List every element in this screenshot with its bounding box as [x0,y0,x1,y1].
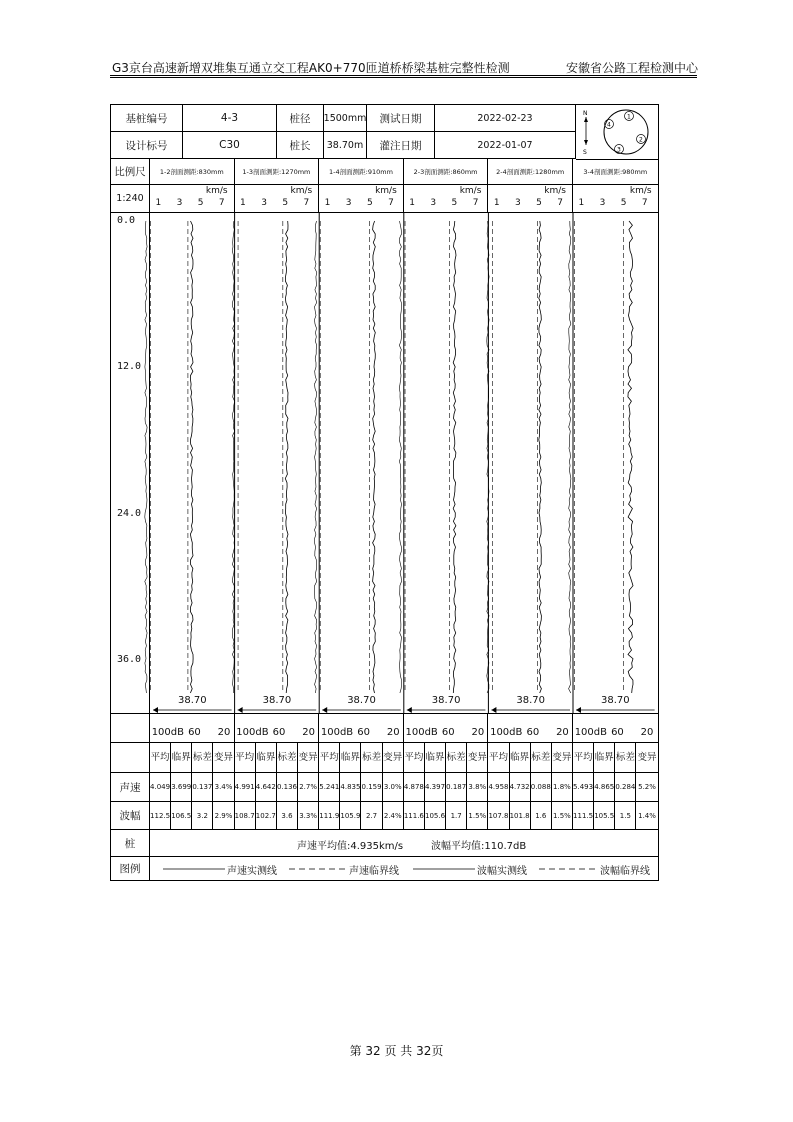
sonic-profile-chart [111,213,658,713]
velocity-tick-label: 3 [430,198,437,208]
amplitude-stat-value: 3.2 [192,802,213,829]
stat-header: 标差 [192,743,213,772]
profile-title-3: 1-4剖面测距:910mm [319,159,404,184]
amplitude-measured-line [145,221,147,693]
profile-title-row [111,159,658,185]
velocity-tick-label: 1 [155,198,162,208]
velocity-stat-value: 4.049 [150,773,171,801]
velocity-stat-value: 0.137 [192,773,213,801]
velocity-tick-label: 3 [176,198,183,208]
tube-4: 4 [607,121,611,129]
end-depth-label-2: 38.70 [262,695,292,706]
velocity-stat-value: 0.284 [615,773,636,801]
stat-header: 标差 [446,743,467,772]
velocity-tick-label: 3 [515,198,521,208]
amplitude-stat-value: 3.3% [298,802,319,829]
velocity-stat-value: 3.699 [171,773,192,801]
legend-velocity-critical: 声速临界线 [349,866,399,877]
header-rule-thin [110,77,697,78]
amplitude-stat-value: 2.4% [383,802,404,829]
velocity-unit-label: km/s [629,186,652,196]
velocity-stat-value: 1.8% [552,773,573,801]
compass-s: S [583,149,587,156]
amplitude-tick-label: 60 [188,727,201,738]
stat-header: 变异 [637,752,657,763]
amplitude-tick-label: 100dB [236,727,269,738]
velocity-stat-value: 5.2% [638,783,656,791]
velocity-tick-label: 1 [409,198,415,208]
legend-amplitude-critical: 波幅临界线 [600,866,650,877]
depth-label: 36.0 [117,654,142,666]
velocity-tick-label: 1 [578,198,585,208]
end-depth-label-6: 38.70 [601,695,630,706]
tube-layout-diagram [576,105,658,160]
amplitude-tick-label: 60 [611,727,624,738]
profile-title-1: 1-2剖面测距:830mm [150,159,235,184]
amplitude-stat-value: 1.6 [531,802,552,829]
velocity-stat-value: 0.088 [531,773,552,801]
velocity-stat-value: 3.4% [213,773,234,801]
chart-area [111,213,658,714]
velocity-tick-label: 3 [599,198,606,208]
amplitude-stat-value: 2.9% [213,802,234,829]
velocity-measured-line [190,221,193,693]
amplitude-axis-2 [235,713,320,742]
amplitude-tick-label: 60 [272,727,286,738]
amplitude-row-label: 波幅 [111,802,150,829]
scale-value: 1:240 [111,185,150,212]
amplitude-stat-value: 102.7 [256,802,277,829]
velocity-unit-label: km/s [375,186,397,196]
amplitude-measured-line [569,221,571,693]
velocity-stat-value: 3.8% [467,773,488,801]
velocity-stat-value: 4.865 [594,773,615,801]
scale-label: 比例尺 [111,159,150,184]
amplitude-measured-line [315,221,317,693]
pile-summary-row [111,830,658,857]
diameter-value: 1500mm [324,105,367,131]
end-depth-label-1: 38.70 [178,695,207,706]
velocity-tick-label: 5 [197,198,204,208]
depth-label: 24.0 [117,507,142,519]
amplitude-stat-value: 111.6 [404,802,425,829]
velocity-row-label: 声速 [111,773,150,801]
velocity-stat-value: 0.187 [446,773,467,801]
velocity-unit-label: km/s [459,186,482,196]
stat-header: 临界 [340,743,361,772]
amplitude-tick-label: 20 [471,727,485,738]
legend-row-label: 图例 [111,857,150,880]
stat-header: 临界 [425,743,446,772]
amplitude-stat-value: 1.5% [467,802,488,829]
amplitude-tick-label: 20 [217,727,231,738]
velocity-tick-label: 7 [303,198,310,208]
velocity-stat-value: 0.159 [362,773,383,801]
depth-label: 0.0 [117,215,136,226]
velocity-stat-value: 4.878 [404,773,425,801]
test-report-sheet [110,104,659,881]
velocity-measured-line [285,221,288,693]
velocity-stat-value: 4.642 [256,773,277,801]
stat-header: 标差 [531,743,552,772]
pile-row-label: 桩 [111,830,150,856]
velocity-stat-value: 2.7% [298,773,319,801]
amplitude-stat-value: 1.4% [638,812,656,820]
amplitude-tick-label: 100dB [405,727,438,738]
legend-velocity-measured: 声速实测线 [227,866,277,877]
velocity-stat-value: 4.958 [488,773,509,801]
amplitude-tick-label: 100dB [151,727,184,738]
length-value: 38.70m [324,132,367,158]
velocity-stat-value: 4.991 [235,773,256,801]
velocity-tick-label: 1 [240,198,246,208]
velocity-unit-label: km/s [290,186,313,196]
amplitude-axis-4 [404,713,489,742]
velocity-tick-label: 1 [324,198,331,208]
velocity-tick-label: 5 [620,198,627,208]
stat-header: 平均 [235,743,256,772]
header-rule [110,75,697,76]
velocity-measured-line [539,221,542,693]
velocity-axis-3 [319,185,404,212]
velocity-stat-value: 4.835 [340,773,361,801]
pour-date-value: 2022-01-07 [435,132,576,158]
legend-amplitude-measured: 波幅实测线 [477,866,527,877]
stat-header: 临界 [594,743,615,772]
amplitude-axis-row [111,713,658,743]
velocity-tick-label: 1 [493,198,500,208]
velocity-tick-label: 7 [218,198,225,208]
pour-date-label: 灌注日期 [367,132,435,158]
amplitude-tick-label: 100dB [574,727,607,738]
velocity-stat-value: 4.397 [425,773,446,801]
info-row-1 [111,105,576,132]
velocity-stat-value: 3.0% [383,773,404,801]
amplitude-tick-label: 100dB [490,727,523,738]
info-row-2 [111,132,576,159]
design-value: C30 [183,132,277,158]
tube-2: 2 [639,136,643,144]
velocity-measured-line [628,221,633,693]
stat-header: 变异 [383,743,404,772]
diameter-label: 桩径 [277,105,324,131]
velocity-tick-label: 7 [472,198,479,208]
stat-header: 平均 [319,743,340,772]
velocity-axis-row [111,185,658,213]
test-date-label: 测试日期 [367,105,435,131]
velocity-unit-label: km/s [205,186,228,196]
report-title: G3京台高速新增双堆集互通立交工程AK0+770匝道桥桥梁基桩完整性检测 [112,61,510,75]
amplitude-stat-value: 111.9 [319,802,340,829]
stat-header: 标差 [362,743,383,772]
amplitude-stat-value: 3.6 [277,802,298,829]
amplitude-stat-value: 1.5 [615,802,636,829]
stat-header: 标差 [615,743,636,772]
amplitude-stat-value: 107.8 [488,802,509,829]
amplitude-stat-value: 105.6 [425,802,446,829]
velocity-axis-6 [573,185,658,212]
profile-title-2: 1-3剖面测距:1270mm [235,159,320,184]
end-depth-label-4: 38.70 [431,695,461,706]
amplitude-stat-value: 105.9 [340,802,361,829]
velocity-axis-1 [150,185,235,212]
velocity-stat-value: 5.493 [573,773,594,801]
depth-label: 12.0 [117,361,142,373]
velocity-axis-2 [235,185,320,212]
amplitude-tick-label: 100dB [320,727,354,738]
amplitude-stat-value: 1.5% [552,802,573,829]
velocity-stat-value: 0.136 [277,773,298,801]
legend-row [111,857,658,880]
design-label: 设计标号 [111,132,183,158]
amplitude-stats-row [111,802,658,830]
stat-header: 临界 [171,743,192,772]
profile-title-6: 3-4剖面测距:980mm [583,168,648,176]
stat-header: 临界 [510,743,531,772]
amplitude-axis-5 [488,713,573,742]
length-label: 桩长 [277,132,324,158]
velocity-tick-label: 7 [557,198,564,208]
stat-header: 标差 [277,743,298,772]
amplitude-stat-value: 106.5 [171,802,192,829]
velocity-tick-label: 5 [366,198,373,208]
stat-header-row [111,743,658,773]
stat-header: 变异 [298,743,319,772]
velocity-axis-5 [488,185,573,212]
amplitude-stat-value: 112.5 [150,802,171,829]
velocity-axis-4 [404,185,489,212]
amplitude-stat-value: 108.7 [235,802,256,829]
organization-name: 安徽省公路工程检测中心 [565,61,698,75]
velocity-tick-label: 5 [451,198,458,208]
stat-header: 平均 [488,743,509,772]
velocity-tick-label: 7 [388,198,394,208]
stat-header: 变异 [467,743,488,772]
amplitude-axis-3 [319,713,404,742]
profile-title-4: 2-3剖面测距:860mm [404,159,489,184]
amplitude-axis-1 [150,713,235,742]
pile-no-label: 基桩编号 [111,105,183,131]
end-depth-label-3: 38.70 [347,695,376,706]
velocity-stats-row [111,773,658,802]
amplitude-tick-label: 60 [526,727,540,738]
velocity-tick-label: 7 [641,198,648,208]
stat-header: 变异 [213,743,234,772]
stat-header: 变异 [552,743,573,772]
test-date-value: 2022-02-23 [435,105,576,131]
velocity-stat-value: 5.241 [319,773,340,801]
velocity-average: 声速平均值:4.935km/s [297,841,404,852]
velocity-unit-label: km/s [544,186,566,196]
end-depth-label-5: 38.70 [516,695,546,706]
amplitude-stat-value: 111.5 [573,802,594,829]
velocity-tick-label: 3 [261,198,267,208]
stat-header: 平均 [404,743,425,772]
amplitude-tick-label: 20 [556,727,569,738]
amplitude-tick-label: 60 [441,727,455,738]
tube-1: 1 [627,113,631,121]
velocity-measured-line [453,221,456,693]
amplitude-stat-value: 101.8 [510,802,531,829]
stat-header: 临界 [256,743,277,772]
amplitude-tick-label: 20 [386,727,400,738]
velocity-stat-value: 4.732 [510,773,531,801]
compass-n: N [583,110,588,117]
velocity-tick-label: 3 [345,198,352,208]
stat-header: 平均 [150,743,171,772]
amplitude-tick-label: 20 [640,727,654,738]
page-footer: 第 32 页 共 32页 [349,1044,444,1058]
compass-icon [576,105,658,159]
profile-title-5: 2-4剖面测距:1280mm [488,159,573,184]
amplitude-axis-6 [573,713,658,742]
amplitude-stat-value: 1.7 [446,802,467,829]
amplitude-tick-label: 20 [302,727,315,738]
amplitude-stat-value: 105.5 [594,802,615,829]
pile-no-value: 4-3 [183,105,277,131]
amplitude-average: 波幅平均值:110.7dB [431,841,527,852]
velocity-measured-line [373,221,376,693]
tube-3: 3 [617,146,621,154]
amplitude-tick-label: 60 [357,727,370,738]
amplitude-measured-line [399,221,401,693]
velocity-tick-label: 5 [536,198,542,208]
stat-header: 平均 [573,743,594,772]
velocity-tick-label: 5 [282,198,289,208]
amplitude-stat-value: 2.7 [362,802,383,829]
